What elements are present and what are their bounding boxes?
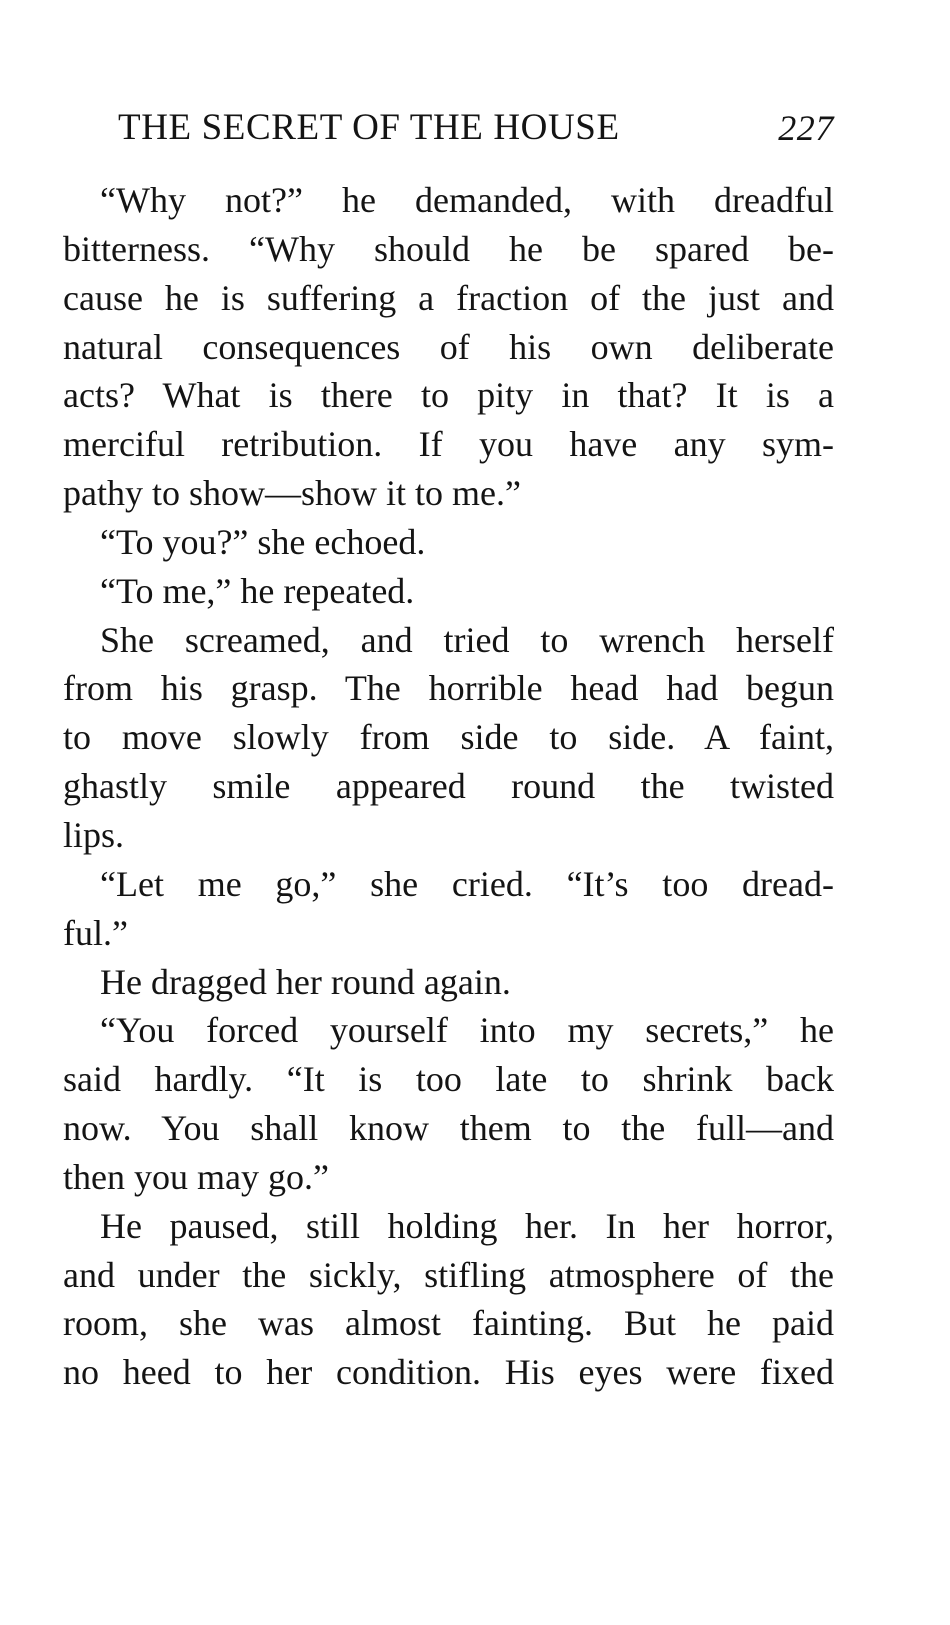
text-line: “Why not?” he demanded, with dreadful — [100, 180, 834, 220]
running-title: THE SECRET OF THE HOUSE — [118, 107, 620, 148]
body-text — [63, 176, 834, 1397]
text-line: cause he is suffering a fraction of the just and — [63, 277, 834, 318]
text-line: He paused, still holding her. In her horror, — [100, 1205, 834, 1246]
text-line: pathy to show—show it to me.” — [63, 473, 521, 514]
text-line: and under the sickly, stifling atmosphere of the — [63, 1254, 834, 1295]
text-line: ghastly smile appeared round the twisted — [63, 766, 834, 807]
text-line: then you may go.” — [63, 1156, 329, 1197]
text-line: now. You shall know them to the full—and — [63, 1108, 834, 1149]
text-line: bitterness. “Why should he be spared be- — [63, 228, 834, 269]
running-head — [118, 103, 834, 153]
text-line: ful.” — [63, 912, 128, 953]
text-line: to move slowly from side to side. A faint, — [63, 717, 834, 758]
text-line: “You forced yourself into my secrets,” he — [100, 1010, 834, 1051]
text-line: lips. — [63, 814, 125, 855]
text-line: said hardly. “It is too late to shrink back — [63, 1059, 834, 1100]
text-line: “To me,” he repeated. — [100, 570, 415, 611]
text-line: acts? What is there to pity in that? It is a — [63, 375, 834, 416]
text-line: room, she was almost fainting. But he paid — [63, 1303, 834, 1344]
text-line: She screamed, and tried to wrench herself — [100, 619, 834, 660]
text-line: “To you?” she echoed. — [100, 521, 426, 562]
text-line: merciful retribution. If you have any sym- — [63, 424, 834, 465]
text-line: from his grasp. The horrible head had begun — [63, 668, 834, 709]
text-line: no heed to her condition. His eyes were fixed — [63, 1352, 834, 1393]
text-line: natural consequences of his own deliberate — [63, 326, 834, 367]
text-line: “Let me go,” she cried. “It’s too dread- — [100, 863, 834, 904]
text-line: He dragged her round again. — [100, 961, 511, 1002]
page-number: 227 — [778, 108, 834, 148]
